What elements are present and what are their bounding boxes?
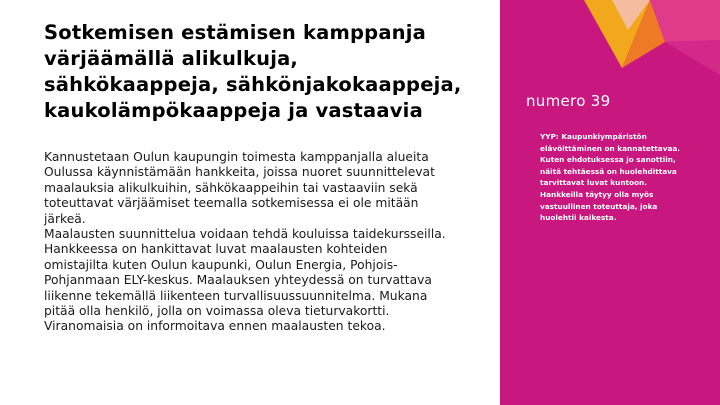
title-line: Sotkemisen estämisen kamppanja [44,21,427,44]
note-line: huolehtii kaikesta. [540,213,617,223]
proposal-number: numero 39 [526,92,611,110]
body-line: Pohjanmaan ELY-keskus. Maalauksen yhteydessä on turvattava [44,273,432,288]
note-line: YYP: Kaupunkiympäristön [540,132,647,141]
body-line: pitää olla henkilö, jolla on voimassa oleva tieturvakortti. [44,304,390,319]
body-text [44,150,484,335]
note-line: näitä tehtäessä on huolehdittava [540,166,677,176]
body-line: liikenne tekemällä liikenteen turvallisuussuunnitelma. Mukana [44,288,428,303]
deco-shape-magenta [665,40,720,75]
title-line: sähkökaappeja, sähkönjakokaappeja, [44,73,462,96]
note-line: vastuullinen toteuttaja, joka [540,201,658,211]
body-line: maalauksia alikulkuihin, sähkökaappeihin tai vastaaviin sekä [44,180,418,195]
title-line: värjäämällä alikulkuja, [44,47,299,70]
body-line: Maalausten suunnittelua voidaan tehdä kouluissa taidekursseilla. [44,227,446,242]
note-line: elävöittäminen on kannatettavaa. [540,143,681,153]
body-line: toteuttavat värjäämiset teemalla sotkemisessa ei ole mitään [44,196,419,211]
decorative-shapes [500,0,720,90]
body-line: Oulussa käynnistämään hankkeita, joissa nuoret suunnittelevat [44,165,435,180]
side-panel [500,0,720,405]
slide-title [44,20,484,124]
body-line: Viranomaisia on informoitava ennen maalausten tekoa. [44,319,386,334]
body-line: Hankkeessa on hankittavat luvat maalausten kohteiden [44,242,388,257]
body-line: omistajilta kuten Oulun kaupunki, Oulun Energia, Pohjois- [44,257,398,272]
body-line: järkeä. [44,211,86,226]
response-note [540,131,715,224]
note-line: tarvittavat luvat kuntoon. [540,178,648,188]
title-line: kaukolämpökaappeja ja vastaavia [44,99,423,122]
body-line: Kannustetaan Oulun kaupungin toimesta kamppanjalla alueita [44,150,429,164]
note-line: Kuten ehdotuksessa jo sanottiin, [540,155,676,165]
note-line: Hankkeilla täytyy olla myös [540,189,654,199]
